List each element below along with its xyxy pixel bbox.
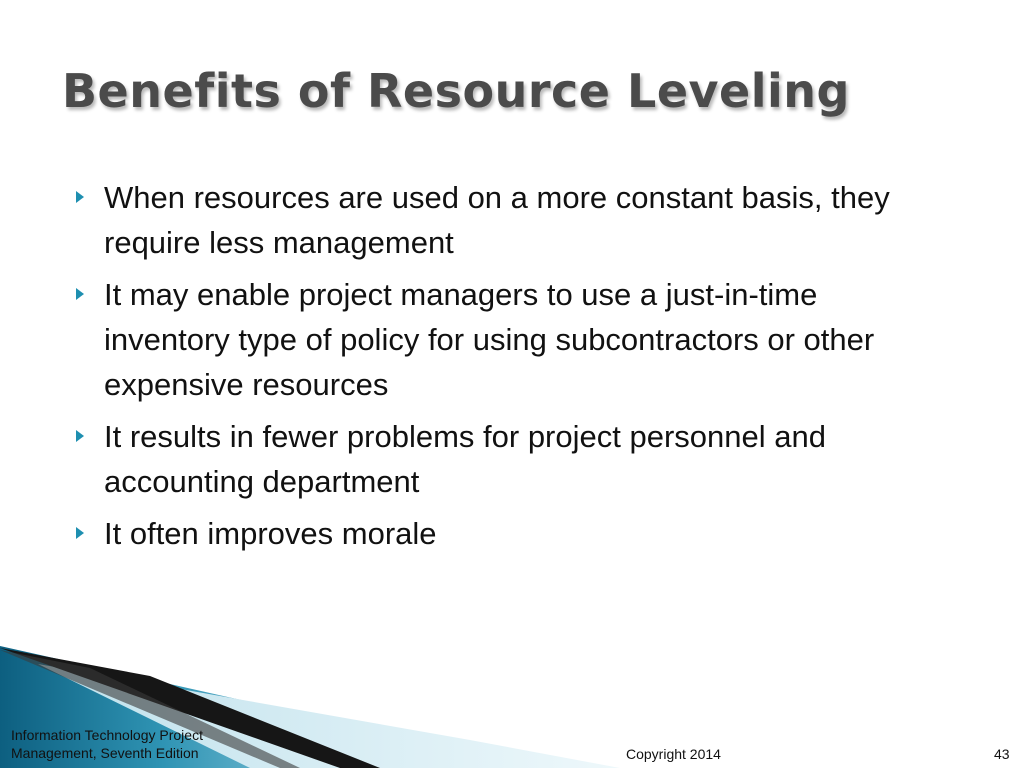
bullet-list <box>74 175 944 563</box>
footer-book-line-2: Management, Seventh Edition <box>11 745 199 761</box>
slide-title: Benefits of Resource Leveling <box>62 64 850 118</box>
bullet-item <box>74 175 944 265</box>
footer-book-line-1: Information Technology Project <box>11 727 203 743</box>
footer-book-title <box>11 726 203 762</box>
bullet-item <box>74 511 944 556</box>
bullet-text: It results in fewer problems for project personnel and accounting department <box>104 419 826 499</box>
bullet-item <box>74 272 944 407</box>
bullet-text: It often improves morale <box>104 516 437 551</box>
triangle-right-icon <box>76 527 84 539</box>
page-number: 43 <box>994 746 1010 762</box>
bullet-text: It may enable project managers to use a just-in-time inventory type of policy for using subcontractors or other expensive resources <box>104 277 875 402</box>
triangle-right-icon <box>76 288 84 300</box>
triangle-right-icon <box>76 191 84 203</box>
bullet-text: When resources are used on a more constant basis, they require less management <box>104 180 890 260</box>
bullet-item <box>74 414 944 504</box>
triangle-right-icon <box>76 430 84 442</box>
footer-copyright: Copyright 2014 <box>626 746 721 762</box>
